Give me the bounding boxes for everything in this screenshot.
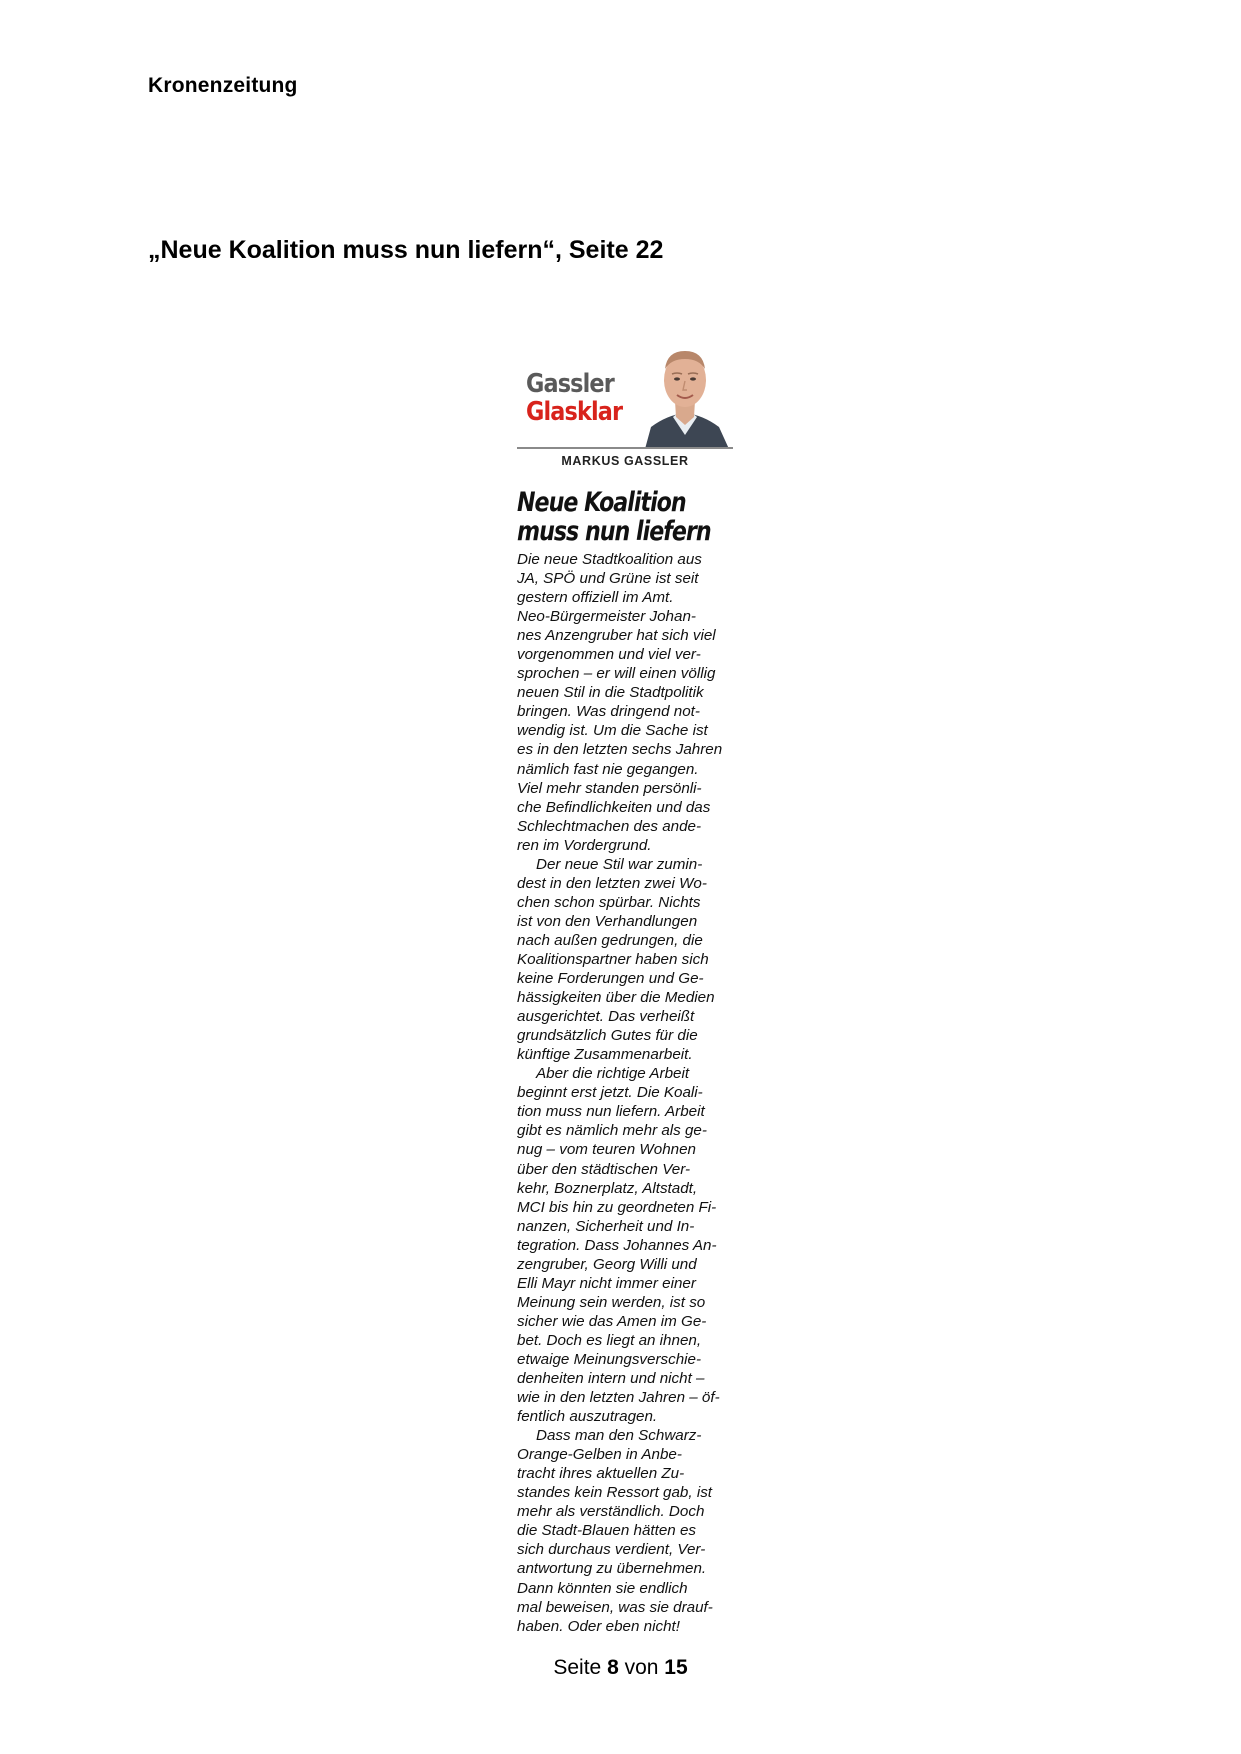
footer-prefix: Seite xyxy=(553,1656,602,1679)
body-line: über den städtischen Ver- xyxy=(517,1160,691,1178)
headline-line: muss nun liefern xyxy=(517,516,711,547)
body-line: nug – vom teuren Wohnen xyxy=(517,1141,696,1159)
article-headline xyxy=(517,487,711,547)
body-line: denheiten intern und nicht – xyxy=(517,1370,705,1388)
body-line: grundsätzlich Gutes für die xyxy=(517,1027,698,1045)
body-line: bet. Doch es liegt an ihnen, xyxy=(517,1331,702,1349)
paragraph-start-line: Aber die richtige Arbeit xyxy=(536,1065,690,1083)
body-line: hässigkeiten über die Medien xyxy=(517,989,715,1007)
paragraph-start-line: Dass man den Schwarz- xyxy=(536,1427,702,1445)
publication-name: Kronenzeitung xyxy=(148,74,298,97)
body-line: Elli Mayr nicht immer einer xyxy=(517,1274,696,1292)
column-header xyxy=(517,343,733,451)
body-line: wie in den letzten Jahren – öf- xyxy=(517,1389,720,1407)
body-line: tegration. Dass Johannes An- xyxy=(517,1236,717,1254)
body-line: che Befindlichkeiten und das xyxy=(517,798,711,816)
current-page-number: 8 xyxy=(607,1656,619,1679)
body-line: Neo-Bürgermeister Johan- xyxy=(517,608,696,626)
body-line: etwaige Meinungsverschie- xyxy=(517,1350,702,1368)
body-line: fentlich auszutragen. xyxy=(517,1408,658,1426)
total-page-count: 15 xyxy=(664,1656,688,1679)
author-portrait xyxy=(637,343,733,449)
body-line: Orange-Gelben in Anbe- xyxy=(517,1446,682,1464)
paragraph-start-line: Der neue Stil war zumin- xyxy=(536,855,703,873)
newspaper-column xyxy=(517,343,733,1636)
footer-separator: von xyxy=(624,1656,659,1679)
body-line: sicher wie das Amen im Ge- xyxy=(517,1312,707,1330)
body-line: künftige Zusammenarbeit. xyxy=(517,1046,693,1064)
body-line: sich durchaus verdient, Ver- xyxy=(517,1541,706,1559)
body-line: die Stadt-Blauen hätten es xyxy=(517,1522,697,1540)
body-line: wendig ist. Um die Sache ist xyxy=(517,722,708,740)
body-line: vorgenommen und viel ver- xyxy=(517,646,701,664)
article-reference-heading: „Neue Koalition muss nun liefern“, Seite 22 xyxy=(148,236,664,264)
column-brand-top: Gassler xyxy=(526,369,614,399)
body-line: keine Forderungen und Ge- xyxy=(517,970,704,988)
body-line: JA, SPÖ und Grüne ist seit xyxy=(517,570,699,588)
body-line: chen schon spürbar. Nichts xyxy=(517,893,701,911)
body-line: antwortung zu übernehmen. xyxy=(517,1560,707,1578)
body-line: Meinung sein werden, ist so xyxy=(517,1293,706,1311)
column-brand-bottom: Glasklar xyxy=(526,397,623,427)
body-line: nach außen gedrungen, die xyxy=(517,931,703,949)
article-body xyxy=(517,550,733,1636)
body-line: Viel mehr standen persönli- xyxy=(517,779,702,797)
body-line: dest in den letzten zwei Wo- xyxy=(517,874,707,892)
body-line: gibt es nämlich mehr als ge- xyxy=(517,1122,707,1140)
body-line: tracht ihres aktuellen Zu- xyxy=(517,1465,685,1483)
body-line: neuen Stil in die Stadtpolitik xyxy=(517,684,704,702)
body-line: zengruber, Georg Willi und xyxy=(517,1255,697,1273)
body-line: standes kein Ressort gab, ist xyxy=(517,1484,713,1502)
body-line: Die neue Stadtkoalition aus xyxy=(517,551,702,568)
body-line: mal beweisen, was sie drauf- xyxy=(517,1598,713,1616)
header-divider xyxy=(517,447,733,449)
body-line: bringen. Was dringend not- xyxy=(517,703,700,721)
body-line: mehr als verständlich. Doch xyxy=(517,1503,705,1521)
body-line: gestern offiziell im Amt. xyxy=(517,589,674,607)
body-line: nes Anzengruber hat sich viel xyxy=(517,627,716,645)
body-line: tion muss nun liefern. Arbeit xyxy=(517,1103,705,1121)
body-line: Dann könnten sie endlich xyxy=(517,1579,688,1597)
body-line: ren im Vordergrund. xyxy=(517,836,652,854)
body-line: kehr, Boznerplatz, Altstadt, xyxy=(517,1179,698,1197)
body-line: haben. Oder eben nicht! xyxy=(517,1617,680,1635)
body-line: ist von den Verhandlungen xyxy=(517,912,698,930)
body-line: sprochen – er will einen völlig xyxy=(517,665,716,683)
author-name: MARKUS GASSLER xyxy=(561,454,689,468)
body-line: MCI bis hin zu geordneten Fi- xyxy=(517,1198,717,1216)
body-line: nämlich fast nie gegangen. xyxy=(517,760,699,778)
body-line: nanzen, Sicherheit und In- xyxy=(517,1217,695,1235)
body-line: es in den letzten sechs Jahren xyxy=(517,741,723,759)
body-line: Schlechtmachen des ande- xyxy=(517,817,702,835)
page-footer xyxy=(0,1656,1241,1680)
body-line: beginnt erst jetzt. Die Koali- xyxy=(517,1084,703,1102)
body-line: ausgerichtet. Das verheißt xyxy=(517,1008,695,1026)
headline-line: Neue Koalition xyxy=(517,487,686,518)
body-line: Koalitionspartner haben sich xyxy=(517,950,709,968)
